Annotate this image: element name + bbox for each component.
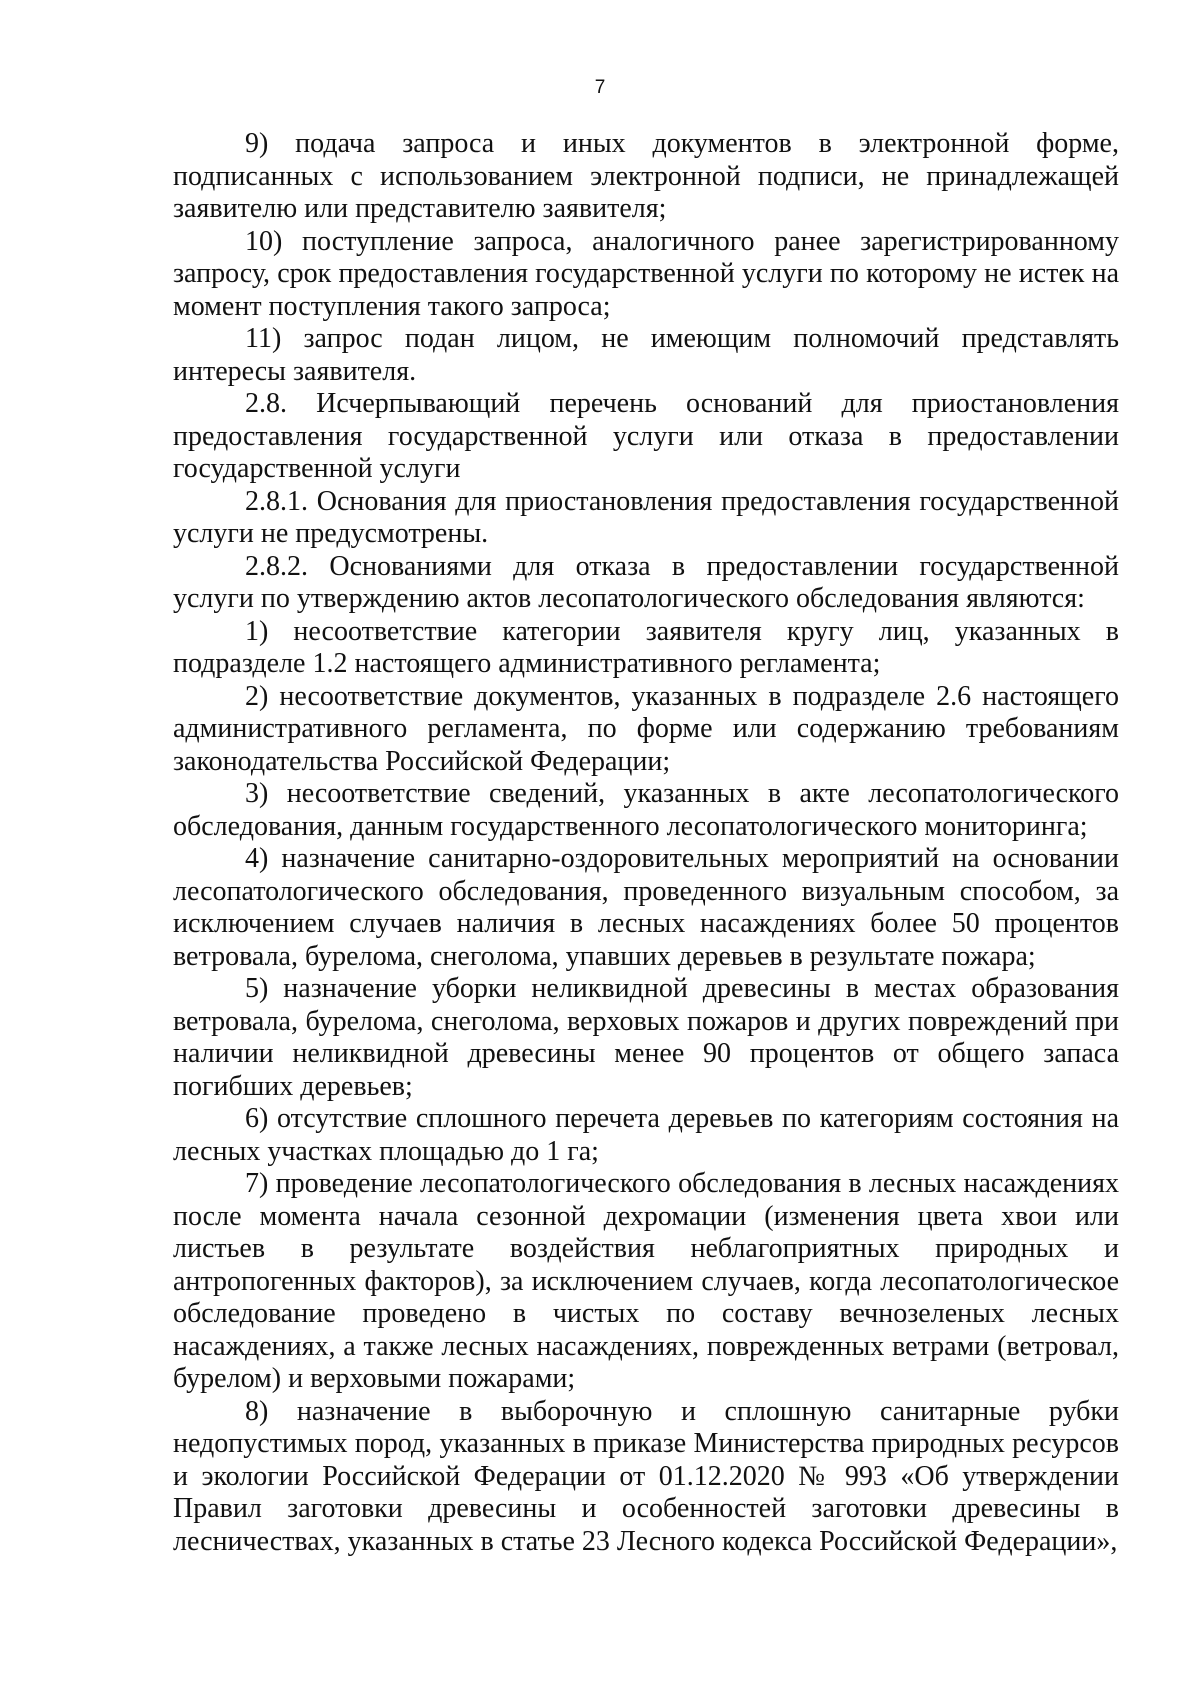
paragraph-refusal-7: 7) проведение лесопатологического обследования в лесных насаждениях после момента начала сезонной дехромации (изменения цвета хвои или листьев в результате воздействия неблагоприятных природных и антропогенных факторов), за исключением случаев, когда лесопатологическое обследование проведено в чистых по составу вечнозеленых лесных насаждениях, а также лесных насаждениях, поврежденных ветрами (ветровал, бурелом) и верховыми пожарами;	[173, 1168, 1119, 1394]
paragraph-2-8-1: 2.8.1. Основания для приостановления предоставления государственной услуги не предусмотрены.	[173, 485, 1119, 549]
paragraph-item-9: 9) подача запроса и иных документов в электронной форме, подписанных с использованием электронной подписи, не принадлежащей заявителю или представителю заявителя;	[173, 128, 1119, 224]
section-heading-2-8: 2.8. Исчерпывающий перечень оснований для приостановления предоставления государственной услуги или отказа в предоставлении государственной услуги	[173, 388, 1119, 484]
document-body	[173, 128, 1119, 1558]
paragraph-refusal-8: 8) назначение в выборочную и сплошную санитарные рубки недопустимых пород, указанных в приказе Министерства природных ресурсов и экологии Российской Федерации от 01.12.2020 № 993 «Об утверждении Правил заготовки древесины и особенностей заготовки древесины в лесничествах, указанных в статье 23 Лесного кодекса Российской Федерации»,	[173, 1395, 1119, 1557]
paragraph-refusal-6: 6) отсутствие сплошного перечета деревьев по категориям состояния на лесных участках площадью до 1 га;	[173, 1103, 1119, 1167]
paragraph-refusal-1: 1) несоответствие категории заявителя кругу лиц, указанных в подразделе 1.2 настоящего административного регламента;	[173, 615, 1119, 679]
paragraph-item-10: 10) поступление запроса, аналогичного ранее зарегистрированному запросу, срок предоставления государственной услуги по которому не истек на момент поступления такого запроса;	[173, 225, 1119, 322]
page-number: 7	[594, 77, 606, 98]
paragraph-refusal-5: 5) назначение уборки неликвидной древесины в местах образования ветровала, бурелома, снеголома, верховых пожаров и других повреждений при наличии неликвидной древесины менее 90 процентов от общего запаса погибших деревьев;	[173, 973, 1119, 1102]
paragraph-item-11: 11) запрос подан лицом, не имеющим полномочий представлять интересы заявителя.	[173, 323, 1119, 387]
paragraph-refusal-3: 3) несоответствие сведений, указанных в акте лесопатологического обследования, данным государственного лесопатологического мониторинга;	[173, 778, 1119, 842]
paragraph-refusal-2: 2) несоответствие документов, указанных в подразделе 2.6 настоящего административного регламента, по форме или содержанию требованиям законодательства Российской Федерации;	[173, 680, 1119, 777]
paragraph-refusal-4: 4) назначение санитарно-оздоровительных мероприятий на основании лесопатологического обследования, проведенного визуальным способом, за исключением случаев наличия в лесных насаждениях более 50 процентов ветровала, бурелома, снеголома, упавших деревьев в результате пожара;	[173, 843, 1119, 972]
paragraph-2-8-2: 2.8.2. Основаниями для отказа в предоставлении государственной услуги по утверждению актов лесопатологического обследования являются:	[173, 550, 1119, 614]
